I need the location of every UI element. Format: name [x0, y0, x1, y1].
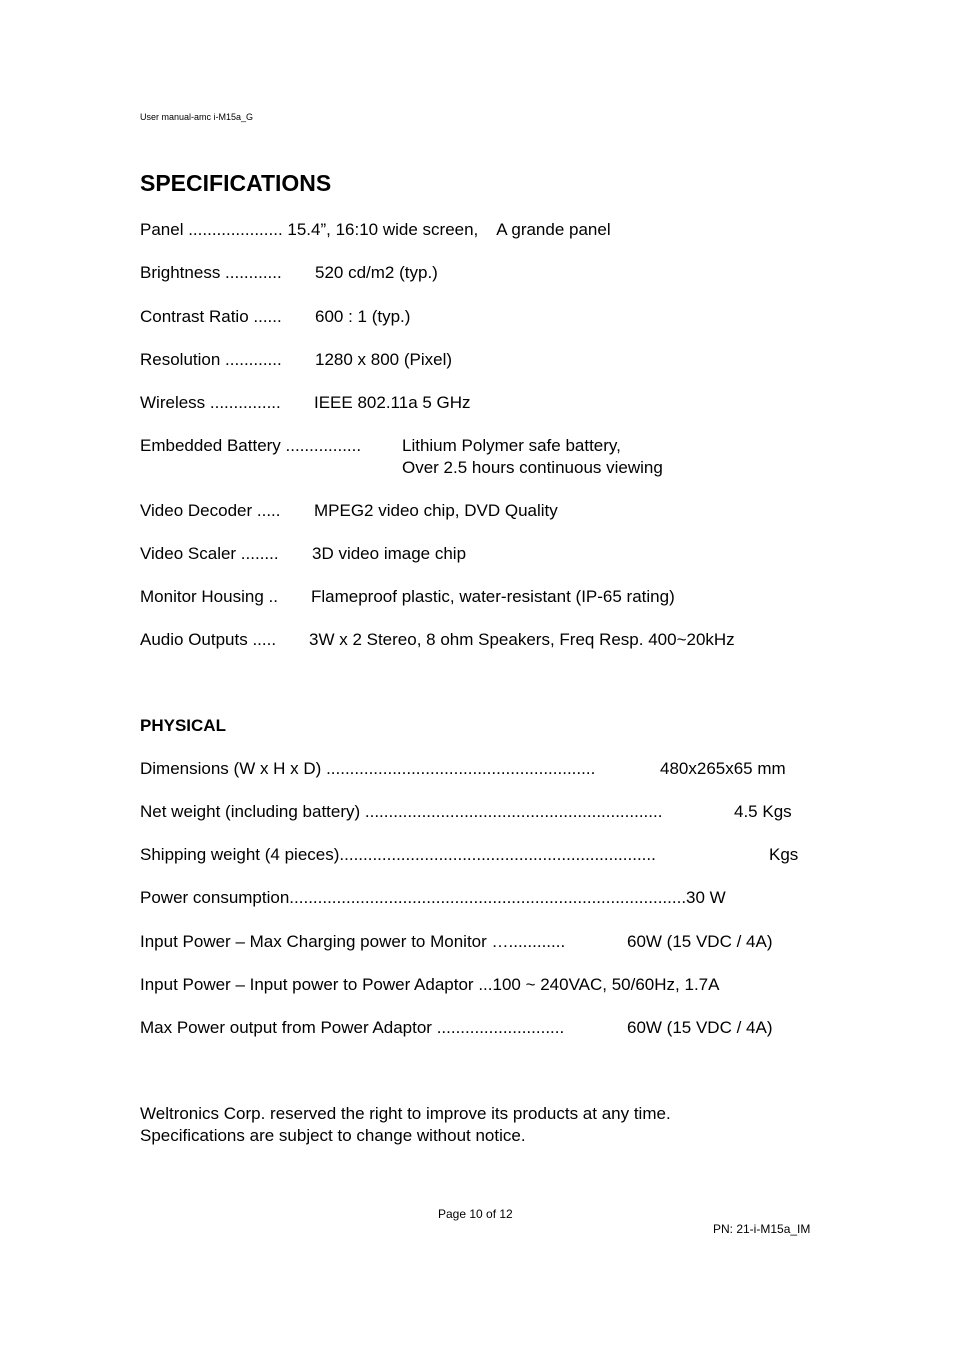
spec-wireless-label: Wireless ............... — [140, 393, 281, 412]
section-title-physical: PHYSICAL — [140, 716, 226, 735]
spec-wireless-value: IEEE 802.11a 5 GHz — [314, 393, 471, 412]
spec-video-scaler-label: Video Scaler ........ — [140, 544, 279, 563]
spec-contrast-value: 600 : 1 (typ.) — [315, 307, 411, 326]
spec-battery-value-line1: Lithium Polymer safe battery, — [402, 436, 621, 455]
spec-audio-outputs-label: Audio Outputs ..... — [140, 630, 277, 649]
physical-net-weight-value: 4.5 Kgs — [734, 802, 792, 821]
spec-brightness-label: Brightness ............ — [140, 263, 282, 282]
spec-panel: Panel .................... 15.4”, 16:10 wide screen, A grande panel — [140, 220, 611, 239]
spec-monitor-housing-value: Flameproof plastic, water-resistant (IP-65 rating) — [311, 587, 675, 606]
notice-line-1: Weltronics Corp. reserved the right to improve its products at any time. — [140, 1104, 671, 1123]
physical-shipping-weight-value: Kgs — [769, 845, 799, 864]
spec-video-scaler-value: 3D video image chip — [312, 544, 467, 563]
physical-max-power-output-label: Max Power output from Power Adaptor ........................... — [140, 1018, 565, 1037]
spec-contrast-label: Contrast Ratio ...... — [140, 307, 282, 326]
spec-video-decoder-label: Video Decoder ..... — [140, 501, 281, 520]
physical-input-power-monitor-label: Input Power – Max Charging power to Monitor …............ — [140, 932, 566, 951]
physical-input-power-adaptor: Input Power – Input power to Power Adaptor ...100 ~ 240VAC, 50/60Hz, 1.7A — [140, 975, 720, 994]
spec-brightness-value: 520 cd/m2 (typ.) — [315, 263, 438, 282]
spec-battery-value-line2: Over 2.5 hours continuous viewing — [402, 458, 663, 477]
spec-audio-outputs-value: 3W x 2 Stereo, 8 ohm Speakers, Freq Resp. 400~20kHz — [309, 630, 735, 649]
spec-battery-label: Embedded Battery ................ — [140, 436, 362, 455]
page-number: Page 10 of 12 — [438, 1207, 513, 1221]
spec-video-decoder-value: MPEG2 video chip, DVD Quality — [314, 501, 558, 520]
part-number: PN: 21-i-M15a_IM — [713, 1222, 811, 1236]
physical-power-consumption: Power consumption....................................................................................30 W — [140, 888, 726, 907]
physical-input-power-monitor-value: 60W (15 VDC / 4A) — [627, 932, 773, 951]
page-title: SPECIFICATIONS — [140, 170, 332, 196]
notice-line-2: Specifications are subject to change without notice. — [140, 1126, 526, 1145]
spec-resolution-value: 1280 x 800 (Pixel) — [315, 350, 453, 369]
document-reference: User manual-amc i-M15a_G — [140, 112, 254, 122]
physical-dimensions-label: Dimensions (W x H x D) ......................................................... — [140, 759, 596, 778]
spec-resolution-label: Resolution ............ — [140, 350, 282, 369]
physical-max-power-output-value: 60W (15 VDC / 4A) — [627, 1018, 773, 1037]
physical-dimensions-value: 480x265x65 mm — [660, 759, 786, 778]
physical-shipping-weight-label: Shipping weight (4 pieces)................................................................... — [140, 845, 656, 864]
spec-monitor-housing-label: Monitor Housing .. — [140, 587, 278, 606]
physical-net-weight-label: Net weight (including battery) ............................................................... — [140, 802, 663, 821]
